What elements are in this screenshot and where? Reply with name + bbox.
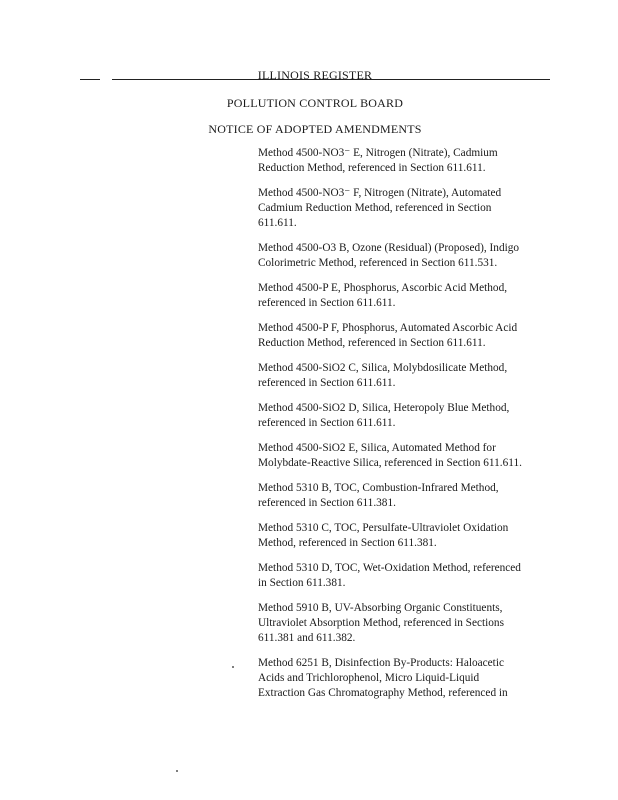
method-list (258, 146, 558, 711)
board-name: POLLUTION CONTROL BOARD (226, 96, 404, 110)
method-entry: Method 4500-NO3⁻ E, Nitrogen (Nitrate), Cadmium Reduction Method, referenced in Section 611.611. (258, 147, 498, 174)
method-entry: Method 4500-P E, Phosphorus, Ascorbic Acid Method, referenced in Section 611.611. (258, 282, 508, 309)
method-entry: Method 4500-SiO2 C, Silica, Molybdosilicate Method, referenced in Section 611.611. (258, 362, 508, 389)
method-entry: Method 5910 B, UV-Absorbing Organic Constituents, Ultraviolet Absorption Method, referenced in Sections 611.381 and 611.382. (258, 602, 504, 644)
scan-speck (232, 666, 234, 668)
register-title: ILLINOIS REGISTER (257, 68, 373, 82)
scan-speck (176, 770, 178, 772)
method-entry: Method 5310 C, TOC, Persulfate-Ultraviolet Oxidation Method, referenced in Section 611.381. (258, 522, 509, 549)
method-entry: Method 4500-P F, Phosphorus, Automated Ascorbic Acid Reduction Method, referenced in Section 611.611. (258, 322, 518, 349)
method-entry: Method 4500-SiO2 E, Silica, Automated Method for Molybdate-Reactive Silica, referenced in Section 611.611. (258, 442, 522, 469)
method-entry: Method 4500-NO3⁻ F, Nitrogen (Nitrate), Automated Cadmium Reduction Method, referenced in Section 611.611. (258, 187, 502, 229)
method-entry: Method 5310 D, TOC, Wet-Oxidation Method, referenced in Section 611.381. (258, 562, 521, 589)
notice-heading: NOTICE OF ADOPTED AMENDMENTS (208, 122, 422, 136)
method-entry: Method 5310 B, TOC, Combustion-Infrared Method, referenced in Section 611.381. (258, 482, 499, 509)
method-entry: Method 4500-O3 B, Ozone (Residual) (Proposed), Indigo Colorimetric Method, referenced in Section 611.531. (258, 242, 520, 269)
method-entry: Method 4500-SiO2 D, Silica, Heteropoly Blue Method, referenced in Section 611.611. (258, 402, 510, 429)
method-entry: Method 6251 B, Disinfection By-Products: Haloacetic Acids and Trichlorophenol, Micro Liquid-Liquid Extraction Gas Chromatography Method, referenced in (258, 657, 508, 699)
